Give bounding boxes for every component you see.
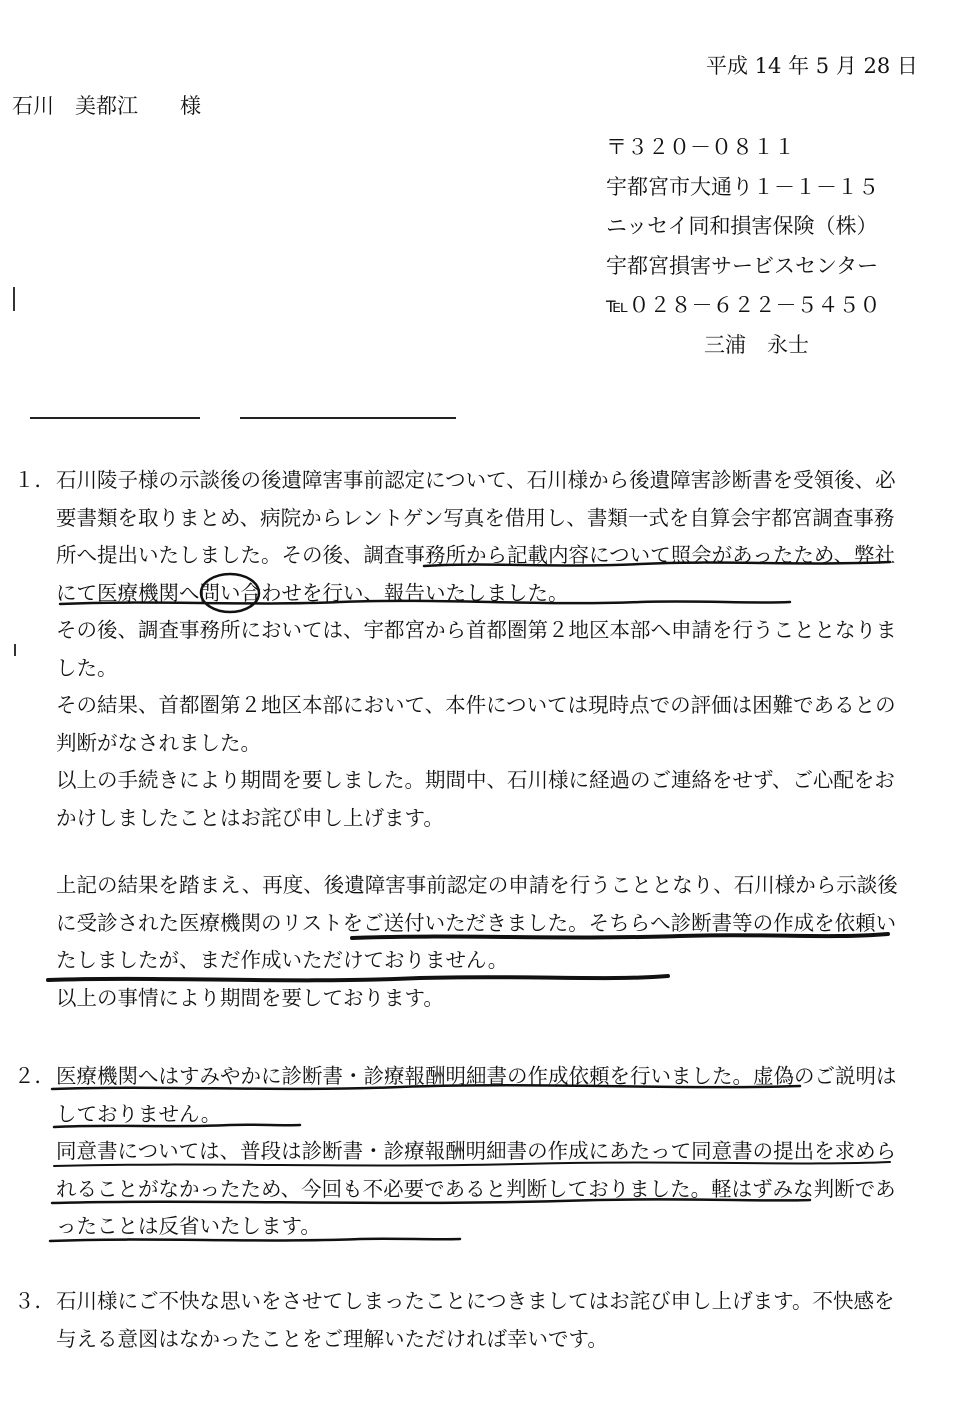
item-paragraph: 同意書については、普段は診断書・診療報酬明細書の作成にあたって同意書の提出を求められることがなかったため、今回も不必要であると判断しておりました。軽はずみな判断であったことは反省いたします。 xyxy=(56,1139,897,1238)
sender-phone: ℡０２８－６２２－５４５０ xyxy=(606,293,881,317)
item-body xyxy=(56,1283,914,1358)
sender-person: 三浦 永士 xyxy=(704,332,809,357)
sender-company: ニッセイ同和損害保険（株） xyxy=(606,214,878,238)
item-paragraph: 以上の手続きにより期間を要しました。期間中、石川様に経過のご連絡をせず、ご心配をおかけしましたことはお詫び申し上げます。 xyxy=(56,768,895,830)
sender-block xyxy=(606,128,881,365)
margin-mark xyxy=(13,287,15,311)
item-body xyxy=(56,462,914,1017)
item-body xyxy=(56,1058,914,1246)
item-paragraph: その後、調査事務所においては、宇都宮から首都圏第２地区本部へ申請を行うこととなりました。 xyxy=(56,618,897,680)
item-1 xyxy=(14,462,914,1017)
item-paragraph: その結果、首都圏第２地区本部において、本件については現時点での評価は困難であるとの判断がなされました。 xyxy=(56,693,896,755)
sender-address: 宇都宮市大通り１－１－１５ xyxy=(606,174,879,199)
sender-postal-code: 〒３２０－０８１１ xyxy=(606,135,795,159)
item-number: １． xyxy=(14,468,55,492)
item-paragraph: 石川陵子様の示談後の後遺障害事前認定について、石川様から後遺障害診断書を受領後、必要書類を取りまとめ、病院からレントゲン写真を借用し、書類一式を自算会宇都宮調査事務所へ提出いたしました。その後、調査事務所から記載内容について照会があったため、弊社にて医療機関へ問い合わせを行い、報告いたしました。 xyxy=(56,468,896,605)
item-number: ３． xyxy=(14,1289,55,1313)
letter-date: 平成 14 年 5 月 28 日 xyxy=(706,54,918,78)
item-paragraph: 上記の結果を踏まえ、再度、後遺障害事前認定の申請を行うこととなり、石川様から示談後に受診された医療機関のリストをご送付いただきました。そちらへ診断書等の作成を依頼いたしましたが、まだ作成いただけておりません。 xyxy=(56,873,898,972)
item-paragraph: 石川様にご不快な思いをさせてしまったことにつきましてはお詫び申し上げます。不快感を与える意図はなかったことをご理解いただければ幸いです。 xyxy=(56,1289,895,1351)
sender-department: 宇都宮損害サービスセンター xyxy=(606,253,879,278)
item-number: ２． xyxy=(14,1064,55,1088)
recipient-name: 石川 美都江 様 xyxy=(12,94,201,118)
item-paragraph: 医療機関へはすみやかに診断書・診療報酬明細書の作成依頼を行いました。虚偽のご説明はしておりません。 xyxy=(56,1064,897,1126)
item-3 xyxy=(14,1283,914,1358)
separator-line xyxy=(30,417,200,419)
separator-line xyxy=(240,417,456,419)
item-paragraph: 以上の事情により期間を要しております。 xyxy=(56,985,444,1010)
item-2 xyxy=(14,1058,914,1246)
